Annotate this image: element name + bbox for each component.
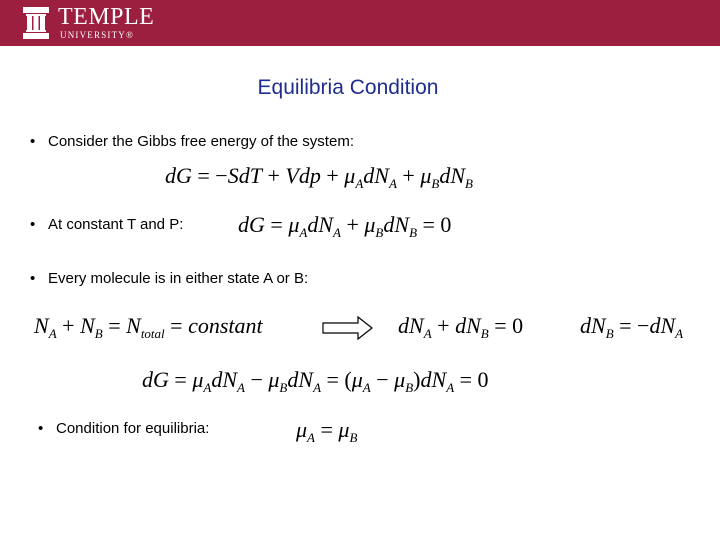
bullet-text: Every molecule is in either state A or B: (48, 270, 309, 287)
equation-equilibrium: $\mu_A = \mu_B$ (296, 417, 358, 445)
equation-total: $N_A + N_B = N_{total}$ = constant (34, 313, 263, 341)
logo-wordmark: TEMPLE (58, 4, 155, 30)
bullet-symbol: • (30, 133, 36, 150)
right-arrow-icon (322, 315, 374, 341)
bullet-symbol: • (30, 270, 36, 287)
bullet-states (30, 270, 308, 287)
bullet-constant-tp (30, 216, 183, 233)
bullet-symbol: • (30, 216, 36, 233)
bullet-gibbs (30, 133, 354, 150)
bullet-symbol: • (38, 420, 44, 437)
equation-sum-zero: $dN_A + dN_B = 0$ (398, 313, 524, 341)
logo-subtitle: UNIVERSITY® (60, 30, 135, 40)
bullet-text: Consider the Gibbs free energy of the system: (48, 133, 354, 150)
equation-constant-tp: dG = $\mu_AdN_A + \mu_BdN_B = 0$ (238, 212, 452, 240)
equation-gibbs: dG = −SdT + Vdp + $\mu_AdN_A + \mu_BdN_B$ (165, 163, 473, 191)
equation-combined: dG = $\mu_AdN_A - \mu_BdN_A = (\mu_A - \mu_B)dN_A = 0$ (142, 367, 489, 395)
slide-title: Equilibria Condition (257, 76, 439, 99)
bullet-equilibrium (38, 420, 209, 437)
equation-dnb: $dN_B = -dN_A$ (580, 313, 684, 341)
temple-t-logo-icon (22, 6, 50, 40)
bullet-text: Condition for equilibria: (56, 420, 210, 437)
header-banner (0, 0, 720, 46)
bullet-text: At constant T and P: (48, 216, 184, 233)
